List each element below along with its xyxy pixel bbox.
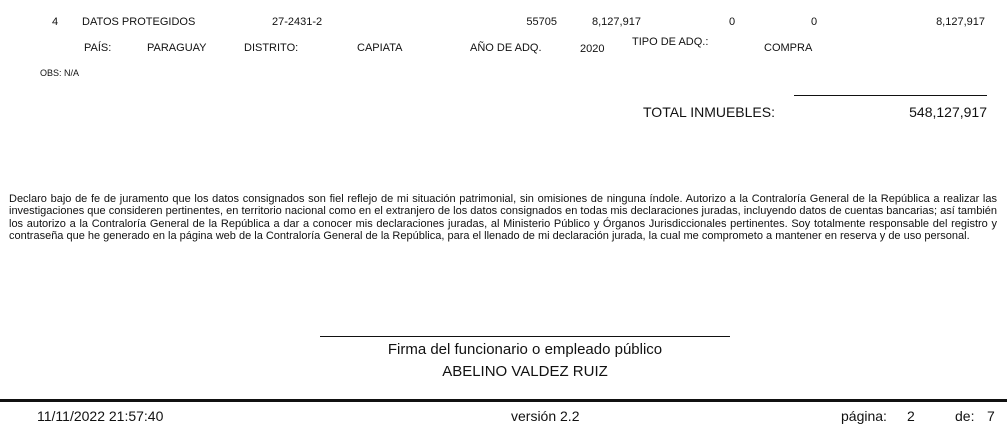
asset-row-col-b: 0: [811, 16, 818, 28]
signatory-name: ABELINO VALDEZ RUIZ: [442, 363, 608, 380]
acquisition-type-label: TIPO DE ADQ.:: [632, 36, 709, 48]
observations: OBS: N/A: [40, 68, 80, 78]
asset-row-col-a: 0: [729, 16, 736, 28]
footer-page-label: página:: [841, 408, 887, 424]
asset-row-cadastral: 27-2431-2: [272, 16, 323, 28]
country-label: PAÍS:: [84, 42, 112, 54]
country-value: PARAGUAY: [147, 42, 207, 54]
asset-row-description: DATOS PROTEGIDOS: [82, 16, 196, 28]
asset-row-total: 8,127,917: [936, 16, 985, 28]
footer-version: versión 2.2: [511, 408, 580, 424]
total-inmuebles-label: TOTAL INMUEBLES:: [643, 104, 775, 120]
signature-caption: Firma del funcionario o empleado público: [387, 341, 663, 358]
footer-of-label: de:: [955, 408, 975, 424]
acquisition-year-label: AÑO DE ADQ.: [470, 42, 542, 54]
asset-row-value: 8,127,917: [592, 16, 641, 28]
footer-total-pages: 7: [987, 408, 995, 424]
footer-datetime: 11/11/2022 21:57:40: [37, 408, 164, 424]
district-label: DISTRITO:: [244, 42, 299, 54]
acquisition-type-value: COMPRA: [764, 42, 813, 54]
footer-page-number: 2: [907, 408, 915, 424]
signature-line: [320, 336, 730, 337]
acquisition-year-value: 2020: [580, 43, 605, 55]
district-value: CAPIATA: [357, 42, 403, 54]
sworn-declaration-text: Declaro bajo de fe de juramento que los datos consignados son fiel reflejo de mi situación patrimonial, sin omisiones de ninguna índole. Autorizo a la Contraloría General de la República a realizar las investigaciones que consideren pertinentes, en territorio nacional como en el extranjero de los datos consignados en todas mis declaraciones juradas, incluyendo datos de cuentas bancarias; así también los autorizo a la Contraloría General de la República a dar a conocer mis declaraciones juradas, al Ministerio Público y Órganos Jurisdiccionales pertinentes. Soy totalmente responsable del registro y contraseña que he generado en la página web de la Contraloría General de la República, para el llenado de mi declaración jurada, la cual me comprometo a mantener en reserva y de uso personal.: [9, 193, 997, 243]
asset-row-number: 4: [52, 16, 59, 28]
footer-rule: [0, 399, 1007, 402]
total-inmuebles-value: 548,127,917: [909, 104, 987, 120]
asset-row-area: 55705: [526, 16, 557, 28]
total-rule: [794, 95, 987, 96]
